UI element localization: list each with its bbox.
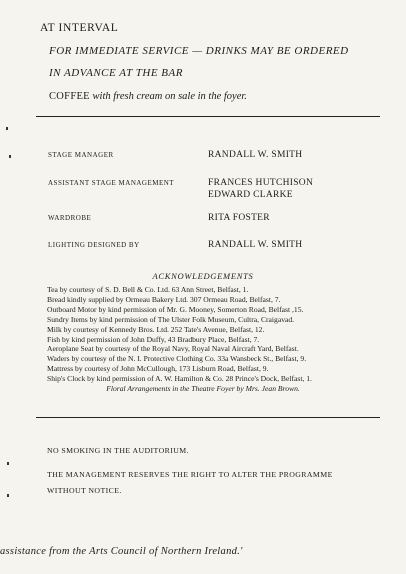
acknowledgement-item: Sundry Items by kind permission of The Ulster Folk Museum, Cultra, Craigavad.	[47, 314, 295, 324]
floral-arrangements-note: Floral Arrangements in the Theatre Foyer by Mrs. Jean Brown.	[106, 384, 300, 393]
punch-mark	[7, 494, 9, 497]
programme-change-notice-cont: WITHOUT NOTICE.	[47, 486, 122, 495]
interval-heading: AT INTERVAL	[40, 22, 119, 34]
programme-change-notice: THE MANAGEMENT RESERVES THE RIGHT TO ALTER THE PROGRAMME	[47, 470, 333, 479]
acknowledgements-list	[47, 285, 312, 384]
credit-role-wardrobe: WARDROBE	[48, 214, 92, 222]
punch-mark	[9, 155, 11, 158]
coffee-detail: with fresh cream on sale in the foyer.	[89, 91, 247, 102]
interval-service-line: FOR IMMEDIATE SERVICE — DRINKS MAY BE ORDERED	[49, 45, 349, 57]
no-smoking-notice: NO SMOKING IN THE AUDITORIUM.	[47, 446, 189, 455]
acknowledgements-heading: ACKNOWLEDGEMENTS	[152, 271, 254, 281]
credit-name: FRANCES HUTCHISON	[208, 178, 314, 188]
acknowledgement-item: Aeroplane Seat by courtesy of the Royal Navy, Royal Naval Aircraft Yard, Belfast.	[47, 344, 299, 354]
acknowledgement-item: Bread kindly supplied by Ormeau Bakery Ltd. 307 Ormeau Road, Belfast, 7.	[47, 294, 281, 304]
credit-name-wardrobe: RITA FOSTER	[208, 213, 270, 223]
acknowledgement-item: Mattress by courtesy of John McCullough, 173 Lisburn Road, Belfast, 9.	[47, 364, 269, 374]
coffee-word: COFFEE	[49, 91, 90, 102]
punch-mark	[6, 127, 8, 130]
acknowledgement-item: Waders by courtesy of the N. I. Protective Clothing Co. 33a Wansbeck St., Belfast, 9.	[47, 354, 307, 364]
credit-name: EDWARD CLARKE	[208, 190, 293, 200]
acknowledgement-item: Ship's Clock by kind permission of A. W. Hamilton & Co. 28 Prince's Dock, Belfast, 1.	[47, 374, 312, 384]
punch-mark	[7, 462, 9, 465]
credit-role-lighting: LIGHTING DESIGNED BY	[48, 241, 140, 249]
acknowledgement-item: Fish by kind permission of John Duffy, 43 Bradbury Place, Belfast, 7.	[47, 334, 260, 344]
credit-name-lighting: RANDALL W. SMITH	[208, 240, 303, 250]
credit-name-stage-manager: RANDALL W. SMITH	[208, 150, 303, 160]
arts-council-credit: assistance from the Arts Council of Northern Ireland.'	[0, 546, 243, 557]
credit-role-stage-manager: STAGE MANAGER	[48, 151, 114, 159]
credit-role-assistant-stage-management: ASSISTANT STAGE MANAGEMENT	[48, 179, 175, 187]
divider-bottom	[36, 417, 380, 418]
credit-names-assistant-stage-management	[208, 177, 313, 201]
divider-top	[36, 116, 380, 117]
interval-bar-line: IN ADVANCE AT THE BAR	[49, 67, 183, 79]
acknowledgement-item: Tea by courtesy of S. D. Bell & Co. Ltd. 63 Ann Street, Belfast, 1.	[47, 285, 249, 294]
acknowledgement-item: Milk by courtesy of Kennedy Bros. Ltd. 252 Tate's Avenue, Belfast, 12.	[47, 324, 265, 334]
coffee-notice	[49, 91, 247, 102]
acknowledgement-item: Outboard Motor by kind permission of Mr. G. Mooney, Somerton Road, Belfast ,15.	[47, 304, 304, 314]
